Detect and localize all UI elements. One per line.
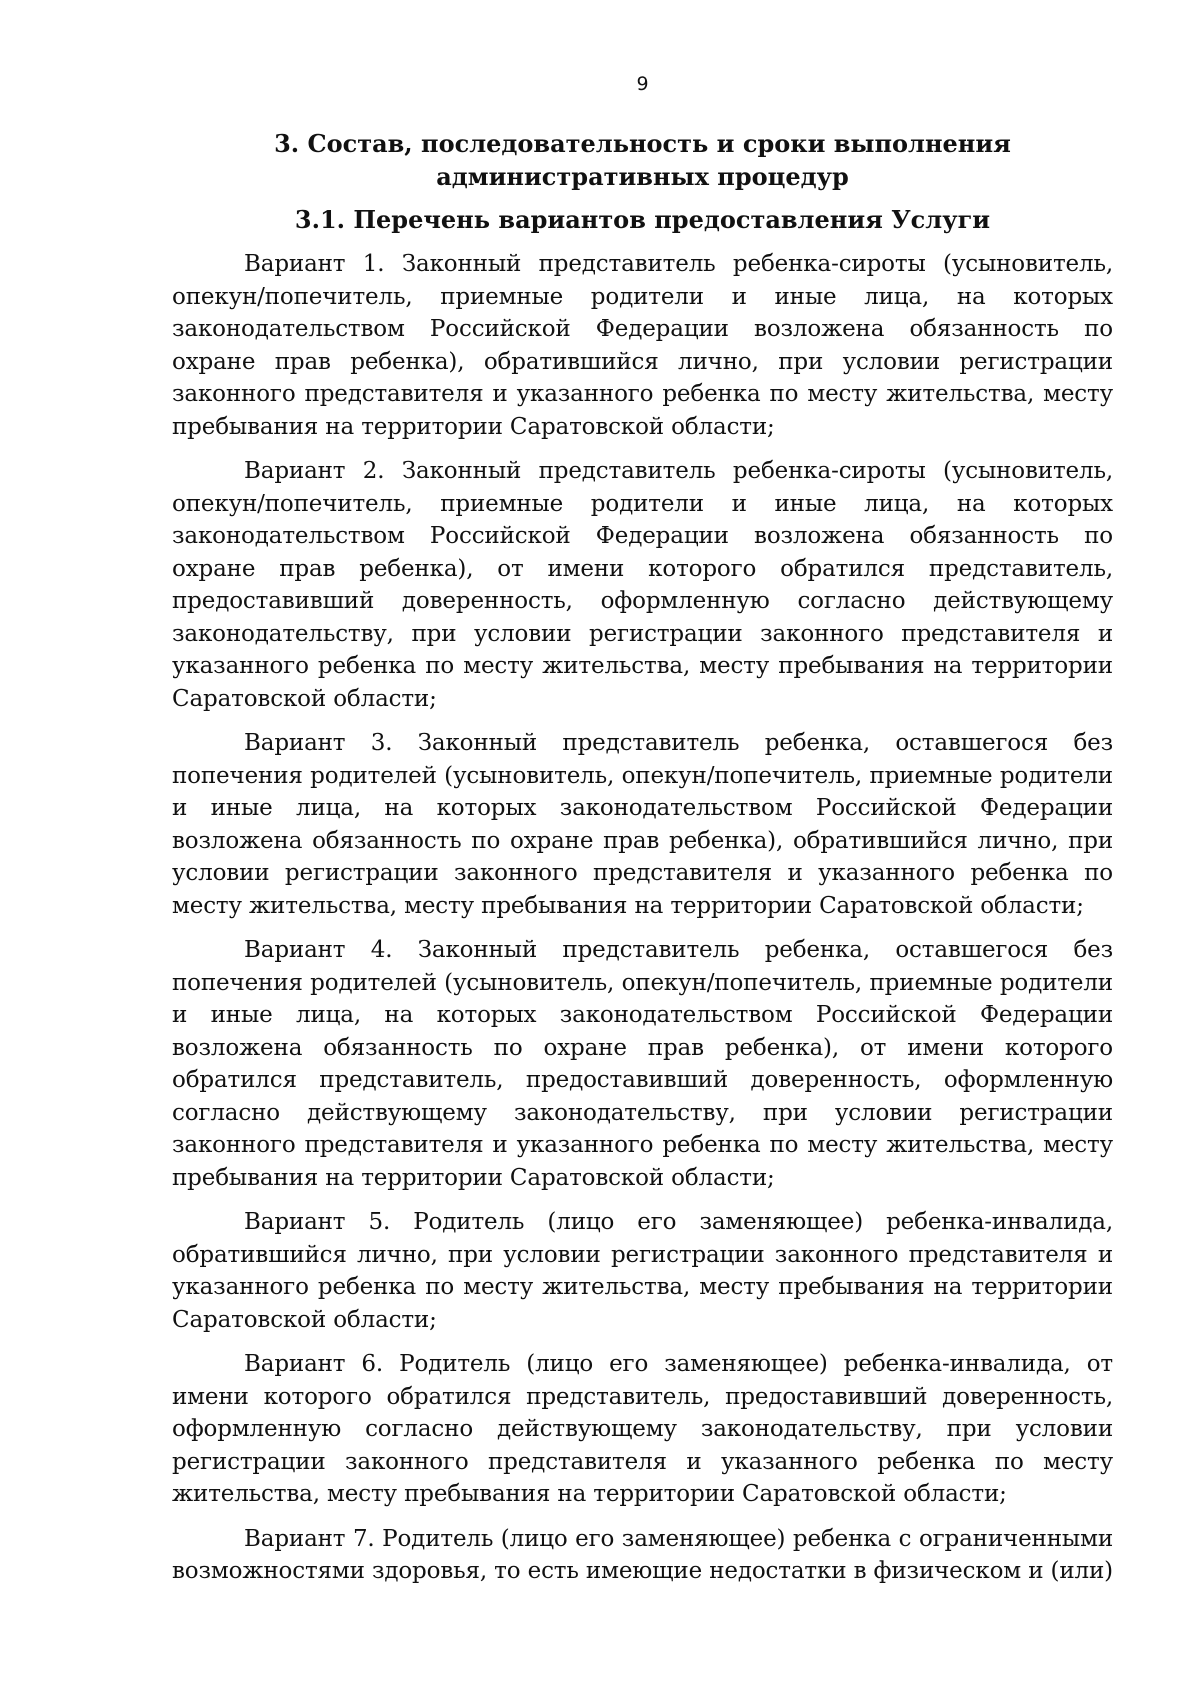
subsection-title: 3.1. Перечень вариантов предоставления Услуги [294,205,991,234]
paragraph-variant-5: Вариант 5. Родитель (лицо его заменяющее) ребенка-инвалида, обратившийся лично, при условии регистрации законного представителя и указанного ребенка по месту жительства, месту пребывания на территории Саратовской области; [172,1209,1113,1333]
body-text [172,248,1113,1600]
paragraph-variant-3: Вариант 3. Законный представитель ребенка, оставшегося без попечения родителей (усыновитель, опекун/попечитель, приемные родители и иные лица, на которых законодательством Российской Федерации возложена обязанность по охране прав ребенка), обратившийся лично, при условии регистрации законного представителя и указанного ребенка по месту жительства, месту пребывания на территории Саратовской области; [172,730,1113,919]
paragraph-variant-6: Вариант 6. Родитель (лицо его заменяющее) ребенка-инвалида, от имени которого обратился представитель, предоставивший доверенность, оформленную согласно действующему законодательству, при условии регистрации законного представителя и указанного ребенка по месту жительства, месту пребывания на территории Саратовской области; [172,1351,1113,1507]
paragraph-variant-2: Вариант 2. Законный представитель ребенка-сироты (усыновитель, опекун/попечитель, приемные родители и иные лица, на которых законодательством Российской Федерации возложена обязанность по охране прав ребенка), от имени которого обратился представитель, предоставивший доверенность, оформленную согласно действующему законодательству, при условии регистрации законного представителя и указанного ребенка по месту жительства, месту пребывания на территории Саратовской области; [172,458,1113,712]
section-title: 3. Состав, последовательность и сроки выполнения административных процедур [274,129,1011,191]
page-number: 9 [636,73,649,95]
paragraph-variant-1: Вариант 1. Законный представитель ребенка-сироты (усыновитель, опекун/попечитель, приемные родители и иные лица, на которых законодательством Российской Федерации возложена обязанность по охране прав ребенка), обратившийся лично, при условии регистрации законного представителя и указанного ребенка по месту жительства, месту пребывания на территории Саратовской области; [172,251,1113,440]
paragraph-variant-7: Вариант 7. Родитель (лицо его заменяющее) ребенка с ограниченными возможностями здоровья, то есть имеющие недостатки в физическом и (или) [172,1525,1114,1584]
paragraph-variant-4: Вариант 4. Законный представитель ребенка, оставшегося без попечения родителей (усыновитель, опекун/попечитель, приемные родители и иные лица, на которых законодательством Российской Федерации возложена обязанность по охране прав ребенка), от имени которого обратился представитель, предоставивший доверенность, оформленную согласно действующему законодательству, при условии регистрации законного представителя и указанного ребенка по месту жительства, месту пребывания на территории Саратовской области; [172,937,1113,1191]
